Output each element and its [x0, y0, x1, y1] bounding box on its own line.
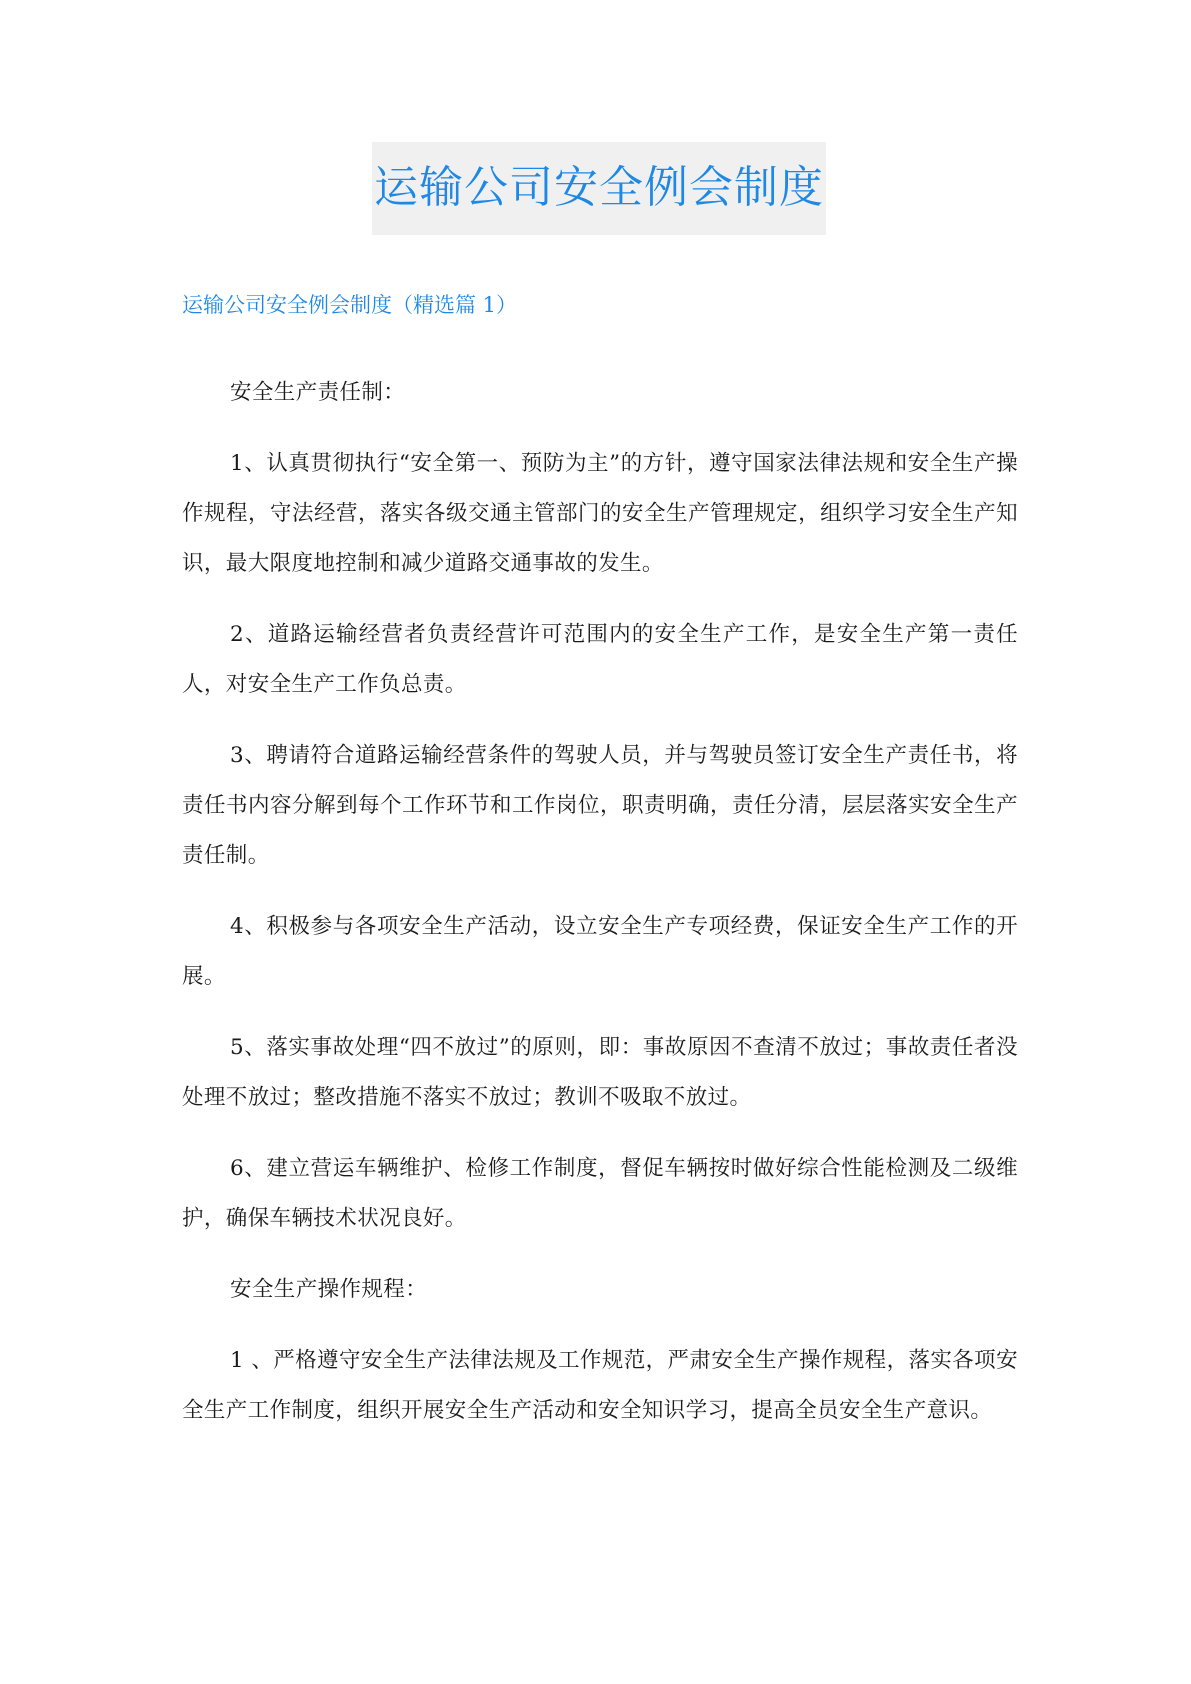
- paragraph-item-3: 3、聘请符合道路运输经营条件的驾驶人员，并与驾驶员签订安全生产责任书，将责任书内容分解到每个工作环节和工作岗位，职责明确，责任分清，层层落实安全生产责任制。: [182, 743, 1018, 868]
- paragraph-item-5: 5、落实事故处理“四不放过”的原则，即：事故原因不查清不放过；事故责任者没处理不放过；整改措施不落实不放过；教训不吸取不放过。: [182, 1035, 1018, 1110]
- paragraph-item-4: 4、积极参与各项安全生产活动，设立安全生产专项经费，保证安全生产工作的开展。: [182, 914, 1018, 989]
- title-banner: [372, 142, 826, 235]
- paragraph-item-2: 2、道路运输经营者负责经营许可范围内的安全生产工作，是安全生产第一责任人，对安全生产工作负总责。: [182, 622, 1018, 697]
- paragraph-item-1: 1、认真贯彻执行“安全第一、预防为主”的方针，遵守国家法律法规和安全生产操作规程，守法经营，落实各级交通主管部门的安全生产管理规定，组织学习安全生产知识，最大限度地控制和减少道路交通事故的发生。: [182, 451, 1018, 576]
- paragraph-item-6: 6、建立营运车辆维护、检修工作制度，督促车辆按时做好综合性能检测及二级维护，确保车辆技术状况良好。: [182, 1156, 1018, 1231]
- paragraph-responsibility-label: 安全生产责任制：: [230, 380, 406, 405]
- document-body: [182, 280, 1018, 1457]
- paragraph-procedures-label: 安全生产操作规程：: [230, 1277, 428, 1302]
- section-heading: 运输公司安全例会制度（精选篇 1）: [182, 293, 518, 317]
- paragraph-procedure-item-1: 1 、严格遵守安全生产法律法规及工作规范，严肃安全生产操作规程，落实各项安全生产工作制度，组织开展安全生产活动和安全知识学习，提高全员安全生产意识。: [182, 1348, 1018, 1423]
- document-title: 运输公司安全例会制度: [374, 161, 824, 213]
